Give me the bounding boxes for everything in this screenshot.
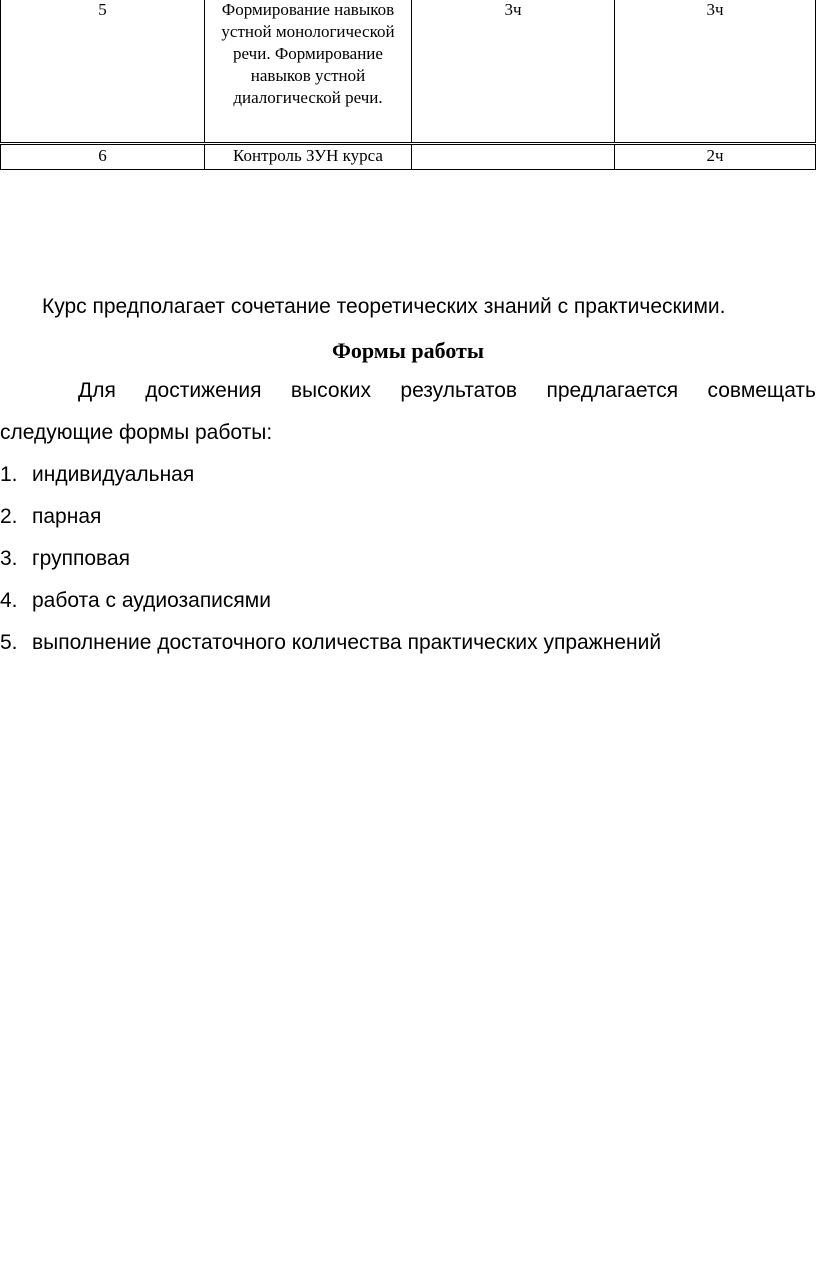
work-forms-list <box>0 454 661 664</box>
cell-hours-1: 3ч <box>412 0 615 144</box>
intro-paragraph: Курс предполагает сочетание теоретических знаний с практическими. <box>42 295 726 318</box>
cell-number: 6 <box>1 144 205 170</box>
course-table <box>0 0 816 170</box>
list-item <box>0 622 661 664</box>
list-item <box>0 580 661 622</box>
table-row <box>1 0 816 144</box>
paragraph-line-2: следующие формы работы: <box>0 421 273 444</box>
list-item <box>0 454 661 496</box>
list-text: парная <box>32 505 102 528</box>
list-item <box>0 538 661 580</box>
section-heading: Формы работы <box>331 338 485 363</box>
cell-hours-1 <box>412 144 615 170</box>
paragraph-line-1: Для достижения высоких результатов предлагается совмещать <box>78 379 816 402</box>
cell-hours-2: 2ч <box>615 144 816 170</box>
table-row <box>1 144 816 170</box>
cell-number: 5 <box>1 0 205 144</box>
list-text: индивидуальная <box>32 463 195 486</box>
list-number: 2. <box>0 505 18 528</box>
cell-topic: Контроль ЗУН курса <box>205 144 412 170</box>
cell-hours-2: 3ч <box>615 0 816 144</box>
list-text: выполнение достаточного количества практических упражнений <box>32 631 662 654</box>
list-number: 1. <box>0 463 18 486</box>
list-number: 5. <box>0 631 18 654</box>
cell-topic: Формирование навыков устной монологической речи. Формирование навыков устной диалогической речи. <box>205 0 412 144</box>
list-text: групповая <box>32 547 130 570</box>
list-number: 4. <box>0 589 18 612</box>
list-number: 3. <box>0 547 18 570</box>
list-text: работа с аудиозаписями <box>32 589 271 612</box>
list-item <box>0 496 661 538</box>
